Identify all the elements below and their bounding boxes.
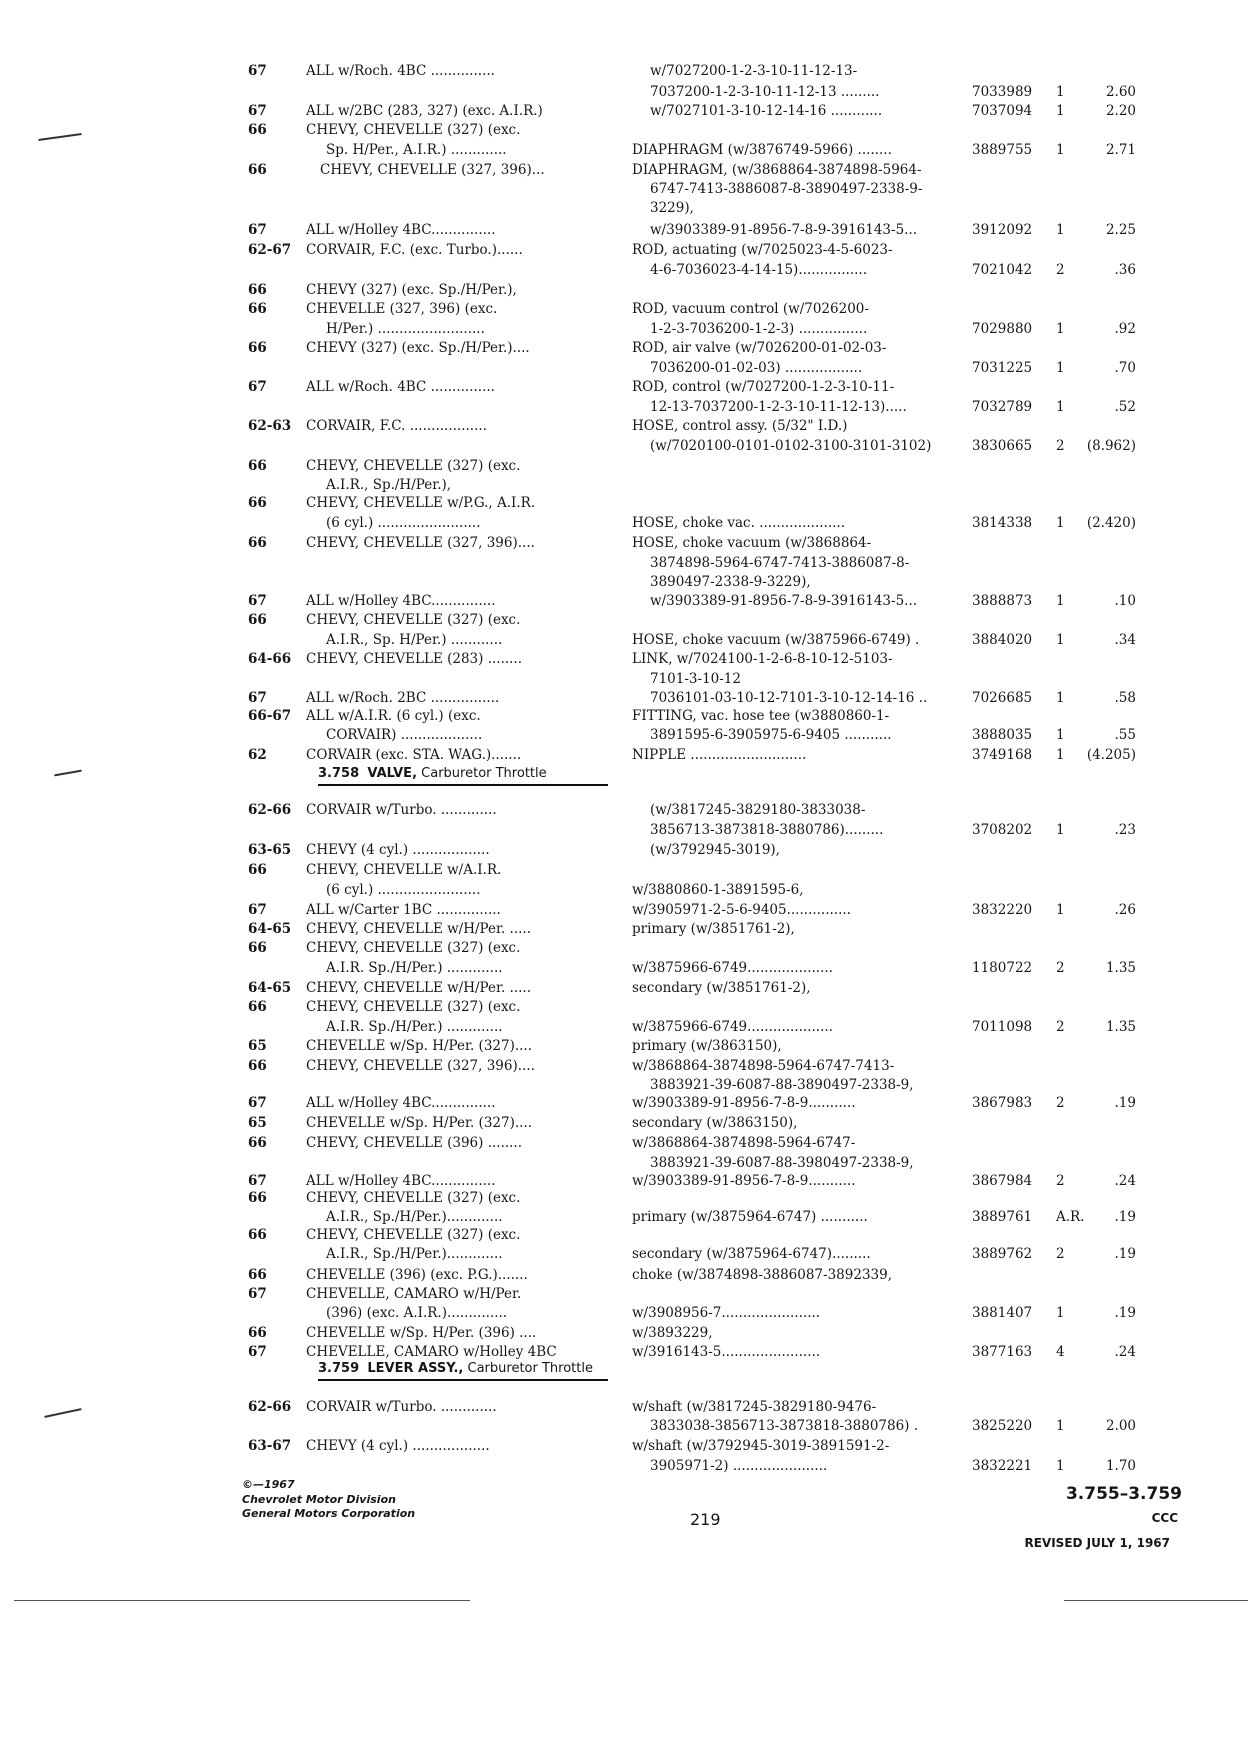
vehicle-model: CHEVY, CHEVELLE (327, 396)... [320, 162, 545, 178]
part-number: 7029880 [972, 321, 1033, 337]
model-year: 66 [248, 162, 267, 178]
section-number: 3.758 [318, 766, 360, 781]
model-year: 63-67 [248, 1438, 292, 1454]
binding-mark [44, 1408, 82, 1418]
list-price: .19 [1114, 1246, 1136, 1262]
model-year: 66 [248, 282, 267, 298]
vehicle-model: A.I.R., Sp. H/Per.) ............ [326, 632, 503, 648]
model-year: 67 [248, 222, 267, 238]
vehicle-model: (6 cyl.) ........................ [326, 882, 481, 898]
vehicle-model: CORVAIR w/Turbo. ............. [306, 802, 497, 818]
model-year: 66 [248, 340, 267, 356]
vehicle-model: ALL w/Carter 1BC ............... [306, 902, 501, 918]
part-description: choke (w/3874898-3886087-3892339, [632, 1267, 893, 1283]
vehicle-model: CORVAIR) ................... [326, 727, 483, 743]
part-description: 6747-7413-3886087-8-3890497-2338-9- [650, 181, 923, 197]
section-heading-lever [318, 1361, 608, 1381]
part-number: 3708202 [972, 822, 1033, 838]
model-year: 65 [248, 1038, 267, 1054]
part-description: 4-6-7036023-4-14-15)................ [650, 262, 867, 278]
part-number: 3884020 [972, 632, 1033, 648]
copyright-notice: ©—1967 [242, 1478, 295, 1491]
quantity: 2 [1056, 262, 1065, 278]
part-number: 3888873 [972, 593, 1033, 609]
quantity: 1 [1056, 1418, 1065, 1434]
quantity: 1 [1056, 632, 1065, 648]
quantity: 1 [1056, 84, 1065, 100]
model-year: 66 [248, 1267, 267, 1283]
part-description: ROD, air valve (w/7026200-01-02-03- [632, 340, 887, 356]
vehicle-model: CORVAIR (exc. STA. WAG.)....... [306, 747, 522, 763]
model-year: 64-66 [248, 651, 292, 667]
list-price: 2.60 [1105, 84, 1136, 100]
vehicle-model: Sp. H/Per., A.I.R.) ............. [326, 142, 507, 158]
model-year: 66 [248, 535, 267, 551]
list-price: (4.205) [1086, 747, 1136, 763]
section-subject: Carburetor Throttle [467, 1361, 593, 1376]
model-year: 66 [248, 1227, 267, 1243]
part-description: ROD, actuating (w/7025023-4-5-6023- [632, 242, 893, 258]
part-description: 3833038-3856713-3873818-3880786) . [650, 1418, 919, 1434]
model-year: 67 [248, 1173, 267, 1189]
vehicle-model: ALL w/2BC (283, 327) (exc. A.I.R.) [306, 103, 543, 119]
vehicle-model: CHEVY, CHEVELLE w/H/Per. ..... [306, 980, 531, 996]
model-year: 66-67 [248, 708, 292, 724]
vehicle-model: CHEVELLE, CAMARO w/H/Per. [306, 1286, 522, 1302]
part-description: w/3908956-7....................... [632, 1305, 821, 1321]
model-year: 66 [248, 301, 267, 317]
vehicle-model: CHEVY (327) (exc. Sp./H/Per.), [306, 282, 517, 298]
part-description: 7036101-03-10-12-7101-3-10-12-14-16 .. [650, 690, 928, 706]
vehicle-model: CHEVY (4 cyl.) .................. [306, 842, 490, 858]
vehicle-model: CHEVY, CHEVELLE (396) ........ [306, 1135, 523, 1151]
model-year: 62 [248, 747, 267, 763]
quantity: 1 [1056, 321, 1065, 337]
part-description: w/3903389-91-8956-7-8-9-3916143-5... [650, 222, 918, 238]
vehicle-model: CHEVELLE (396) (exc. P.G.)....... [306, 1267, 528, 1283]
part-description: w/3868864-3874898-5964-6747-7413- [632, 1058, 895, 1074]
part-description: primary (w/3875964-6747) ........... [632, 1209, 868, 1225]
list-price: .19 [1114, 1305, 1136, 1321]
vehicle-model: ALL w/Roch. 4BC ............... [306, 379, 495, 395]
division-name: Chevrolet Motor Division [242, 1493, 396, 1506]
list-price: 2.25 [1105, 222, 1136, 238]
quantity: 1 [1056, 690, 1065, 706]
model-year: 62-66 [248, 1399, 292, 1415]
model-year: 66 [248, 122, 267, 138]
part-description: FITTING, vac. hose tee (w3880860-1- [632, 708, 890, 724]
vehicle-model: A.I.R. Sp./H/Per.) ............. [326, 1019, 503, 1035]
scan-edge-rule [14, 1600, 470, 1601]
model-year: 66 [248, 1325, 267, 1341]
part-description: w/3880860-1-3891595-6, [632, 882, 804, 898]
vehicle-model: CORVAIR, F.C. .................. [306, 418, 487, 434]
part-description: ROD, vacuum control (w/7026200- [632, 301, 869, 317]
list-price: .55 [1114, 727, 1136, 743]
part-number: 7011098 [972, 1019, 1033, 1035]
vehicle-model: CHEVY, CHEVELLE (327, 396).... [306, 1058, 535, 1074]
list-price: 2.20 [1105, 103, 1136, 119]
quantity: 2 [1056, 438, 1065, 454]
part-description: 1-2-3-7036200-1-2-3) ................ [650, 321, 868, 337]
model-year: 66 [248, 940, 267, 956]
part-description: 3883921-39-6087-88-3980497-2338-9, [650, 1155, 914, 1171]
vehicle-model: A.I.R., Sp./H/Per.)............. [326, 1209, 503, 1225]
part-number: 3889755 [972, 142, 1033, 158]
quantity: 1 [1056, 360, 1065, 376]
vehicle-model: CHEVY, CHEVELLE (327) (exc. [306, 122, 521, 138]
part-description: 7101-3-10-12 [650, 671, 741, 687]
part-number: 3832221 [972, 1458, 1033, 1474]
part-description: (w/3792945-3019), [650, 842, 780, 858]
list-price: .24 [1114, 1173, 1136, 1189]
part-description: HOSE, choke vacuum (w/3875966-6749) . [632, 632, 920, 648]
list-price: 2.00 [1105, 1418, 1136, 1434]
part-number: 1180722 [972, 960, 1033, 976]
list-price: .92 [1114, 321, 1136, 337]
list-price: .58 [1114, 690, 1136, 706]
model-year: 66 [248, 458, 267, 474]
page-number: 219 [690, 1510, 721, 1529]
vehicle-model: CHEVY, CHEVELLE w/H/Per. ..... [306, 921, 531, 937]
part-description: w/3905971-2-5-6-9405............... [632, 902, 851, 918]
quantity: 2 [1056, 960, 1065, 976]
list-price: (8.962) [1086, 438, 1136, 454]
part-number: 3912092 [972, 222, 1033, 238]
section-number: 3.759 [318, 1361, 360, 1376]
part-number: 3814338 [972, 515, 1033, 531]
model-year: 65 [248, 1115, 267, 1131]
model-year: 62-66 [248, 802, 292, 818]
model-year: 66 [248, 862, 267, 878]
part-description: HOSE, control assy. (5/32" I.D.) [632, 418, 848, 434]
model-year: 67 [248, 1344, 267, 1360]
list-price: (2.420) [1086, 515, 1136, 531]
vehicle-model: CHEVY, CHEVELLE (327) (exc. [306, 940, 521, 956]
group-range: 3.755–3.759 [1065, 1484, 1182, 1504]
quantity: 1 [1056, 593, 1065, 609]
part-number: 3881407 [972, 1305, 1033, 1321]
model-year: 64-65 [248, 980, 292, 996]
revision-date: REVISED JULY 1, 1967 [1024, 1536, 1170, 1550]
part-description: w/3875966-6749.................... [632, 1019, 833, 1035]
list-price: 1.35 [1105, 960, 1136, 976]
vehicle-model: ALL w/Roch. 4BC ............... [306, 63, 495, 79]
quantity: 1 [1056, 822, 1065, 838]
part-description: w/3875966-6749.................... [632, 960, 833, 976]
part-description: secondary (w/3851761-2), [632, 980, 811, 996]
vehicle-model: CHEVY, CHEVELLE (283) ........ [306, 651, 523, 667]
part-description: (w/7020100-0101-0102-3100-3101-3102) [650, 438, 932, 454]
quantity: 1 [1056, 399, 1065, 415]
list-price: .10 [1114, 593, 1136, 609]
vehicle-model: ALL w/Holley 4BC............... [306, 593, 496, 609]
part-number: 3888035 [972, 727, 1033, 743]
part-description: w/7027200-1-2-3-10-11-12-13- [650, 63, 858, 79]
list-price: 1.35 [1105, 1019, 1136, 1035]
catalog-code: CCC [1151, 1511, 1178, 1525]
part-number: 3825220 [972, 1418, 1033, 1434]
part-number: 3867984 [972, 1173, 1033, 1189]
quantity: 1 [1056, 103, 1065, 119]
part-description: 7037200-1-2-3-10-11-12-13 ......... [650, 84, 880, 100]
corporation-name: General Motors Corporation [242, 1507, 416, 1520]
quantity: 2 [1056, 1246, 1065, 1262]
model-year: 66 [248, 612, 267, 628]
vehicle-model: CHEVY, CHEVELLE w/A.I.R. [306, 862, 502, 878]
list-price: .70 [1114, 360, 1136, 376]
quantity: 1 [1056, 222, 1065, 238]
model-year: 66 [248, 495, 267, 511]
quantity: 1 [1056, 142, 1065, 158]
part-number: 7033989 [972, 84, 1033, 100]
part-description: ROD, control (w/7027200-1-2-3-10-11- [632, 379, 895, 395]
model-year: 67 [248, 1286, 267, 1302]
part-description: HOSE, choke vac. .................... [632, 515, 846, 531]
part-description: w/3868864-3874898-5964-6747- [632, 1135, 856, 1151]
part-description: DIAPHRAGM, (w/3868864-3874898-5964- [632, 162, 922, 178]
list-price: .19 [1114, 1095, 1136, 1111]
model-year: 64-65 [248, 921, 292, 937]
part-description: NIPPLE ........................... [632, 747, 807, 763]
part-number: 3889762 [972, 1246, 1033, 1262]
quantity: 1 [1056, 1458, 1065, 1474]
vehicle-model: CHEVY, CHEVELLE (327, 396).... [306, 535, 535, 551]
part-number: 7021042 [972, 262, 1033, 278]
binding-mark [38, 133, 82, 141]
vehicle-model: CHEVELLE, CAMARO w/Holley 4BC [306, 1344, 557, 1360]
vehicle-model: CORVAIR, F.C. (exc. Turbo.)...... [306, 242, 523, 258]
model-year: 63-65 [248, 842, 292, 858]
part-description: 3890497-2338-9-3229), [650, 574, 811, 590]
model-year: 67 [248, 1095, 267, 1111]
list-price: .36 [1114, 262, 1136, 278]
part-description: 3883921-39-6087-88-3890497-2338-9, [650, 1077, 914, 1093]
binding-mark [54, 770, 82, 777]
vehicle-model: ALL w/Holley 4BC............... [306, 222, 496, 238]
model-year: 67 [248, 379, 267, 395]
vehicle-model: CHEVY (327) (exc. Sp./H/Per.).... [306, 340, 530, 356]
quantity: 2 [1056, 1173, 1065, 1189]
list-price: 1.70 [1105, 1458, 1136, 1474]
quantity: 1 [1056, 747, 1065, 763]
model-year: 66 [248, 999, 267, 1015]
vehicle-model: ALL w/Holley 4BC............... [306, 1173, 496, 1189]
part-description: w/7027101-3-10-12-14-16 ............ [650, 103, 883, 119]
section-subject: Carburetor Throttle [421, 766, 547, 781]
model-year: 62-63 [248, 418, 292, 434]
part-description: 3856713-3873818-3880786)......... [650, 822, 884, 838]
vehicle-model: ALL w/A.I.R. (6 cyl.) (exc. [306, 708, 481, 724]
part-description: LINK, w/7024100-1-2-6-8-10-12-5103- [632, 651, 893, 667]
quantity: 1 [1056, 902, 1065, 918]
part-number: 7032789 [972, 399, 1033, 415]
quantity: 1 [1056, 1305, 1065, 1321]
vehicle-model: H/Per.) ......................... [326, 321, 485, 337]
list-price: .26 [1114, 902, 1136, 918]
vehicle-model: CHEVY, CHEVELLE (327) (exc. [306, 999, 521, 1015]
list-price: .52 [1114, 399, 1136, 415]
vehicle-model: CHEVY (4 cyl.) .................. [306, 1438, 490, 1454]
part-number: 3832220 [972, 902, 1033, 918]
model-year: 67 [248, 63, 267, 79]
vehicle-model: (6 cyl.) ........................ [326, 515, 481, 531]
part-description: DIAPHRAGM (w/3876749-5966) ........ [632, 142, 892, 158]
vehicle-model: CHEVELLE (327, 396) (exc. [306, 301, 498, 317]
part-number: 7031225 [972, 360, 1033, 376]
vehicle-model: CHEVELLE w/Sp. H/Per. (327).... [306, 1038, 533, 1054]
section-name: LEVER ASSY., [367, 1361, 464, 1376]
vehicle-model: ALL w/Roch. 2BC ................ [306, 690, 500, 706]
scan-edge-rule [1064, 1600, 1248, 1601]
model-year: 66 [248, 1135, 267, 1151]
list-price: .24 [1114, 1344, 1136, 1360]
part-description: w/3903389-91-8956-7-8-9........... [632, 1095, 856, 1111]
model-year: 66 [248, 1190, 267, 1206]
vehicle-model: CHEVY, CHEVELLE (327) (exc. [306, 458, 521, 474]
part-number: 3877163 [972, 1344, 1033, 1360]
model-year: 67 [248, 690, 267, 706]
quantity: 2 [1056, 1019, 1065, 1035]
part-description: w/3903389-91-8956-7-8-9........... [632, 1173, 856, 1189]
part-description: w/shaft (w/3792945-3019-3891591-2- [632, 1438, 890, 1454]
part-number: 7037094 [972, 103, 1033, 119]
model-year: 62-67 [248, 242, 292, 258]
section-name: VALVE, [367, 766, 418, 781]
vehicle-model: CHEVY, CHEVELLE (327) (exc. [306, 612, 521, 628]
part-description: w/3916143-5....................... [632, 1344, 821, 1360]
part-number: 7026685 [972, 690, 1033, 706]
part-number: 3867983 [972, 1095, 1033, 1111]
part-description: 7036200-01-02-03) .................. [650, 360, 863, 376]
vehicle-model: CHEVY, CHEVELLE w/P.G., A.I.R. [306, 495, 536, 511]
vehicle-model: (396) (exc. A.I.R.).............. [326, 1305, 508, 1321]
list-price: .23 [1114, 822, 1136, 838]
part-description: w/3893229, [632, 1325, 713, 1341]
part-description: w/3903389-91-8956-7-8-9-3916143-5... [650, 593, 918, 609]
vehicle-model: CHEVELLE w/Sp. H/Per. (327).... [306, 1115, 533, 1131]
vehicle-model: A.I.R., Sp./H/Per.), [326, 477, 452, 493]
part-description: HOSE, choke vacuum (w/3868864- [632, 535, 872, 551]
part-description: 3905971-2) ...................... [650, 1458, 828, 1474]
vehicle-model: A.I.R., Sp./H/Per.)............. [326, 1246, 503, 1262]
part-number: 3889761 [972, 1209, 1033, 1225]
model-year: 67 [248, 902, 267, 918]
vehicle-model: A.I.R. Sp./H/Per.) ............. [326, 960, 503, 976]
quantity: 4 [1056, 1344, 1065, 1360]
quantity: 1 [1056, 515, 1065, 531]
part-description: primary (w/3863150), [632, 1038, 782, 1054]
part-description: 3229), [650, 200, 694, 216]
model-year: 66 [248, 1058, 267, 1074]
part-description: 12-13-7037200-1-2-3-10-11-12-13)..... [650, 399, 907, 415]
part-description: 3891595-6-3905975-6-9405 ........... [650, 727, 892, 743]
vehicle-model: CHEVY, CHEVELLE (327) (exc. [306, 1190, 521, 1206]
vehicle-model: CHEVELLE w/Sp. H/Per. (396) .... [306, 1325, 537, 1341]
part-description: secondary (w/3875964-6747)......... [632, 1246, 871, 1262]
part-description: 3874898-5964-6747-7413-3886087-8- [650, 555, 910, 571]
vehicle-model: CHEVY, CHEVELLE (327) (exc. [306, 1227, 521, 1243]
part-number: 3830665 [972, 438, 1033, 454]
model-year: 67 [248, 103, 267, 119]
part-number: 3749168 [972, 747, 1033, 763]
quantity: 1 [1056, 727, 1065, 743]
part-description: (w/3817245-3829180-3833038- [650, 802, 866, 818]
quantity: 2 [1056, 1095, 1065, 1111]
model-year: 67 [248, 593, 267, 609]
quantity: A.R. [1056, 1209, 1085, 1225]
list-price: 2.71 [1105, 142, 1136, 158]
part-description: w/shaft (w/3817245-3829180-9476- [632, 1399, 877, 1415]
part-description: secondary (w/3863150), [632, 1115, 798, 1131]
section-heading-valve [318, 766, 608, 786]
list-price: .34 [1114, 632, 1136, 648]
vehicle-model: ALL w/Holley 4BC............... [306, 1095, 496, 1111]
list-price: .19 [1114, 1209, 1136, 1225]
part-description: primary (w/3851761-2), [632, 921, 795, 937]
vehicle-model: CORVAIR w/Turbo. ............. [306, 1399, 497, 1415]
